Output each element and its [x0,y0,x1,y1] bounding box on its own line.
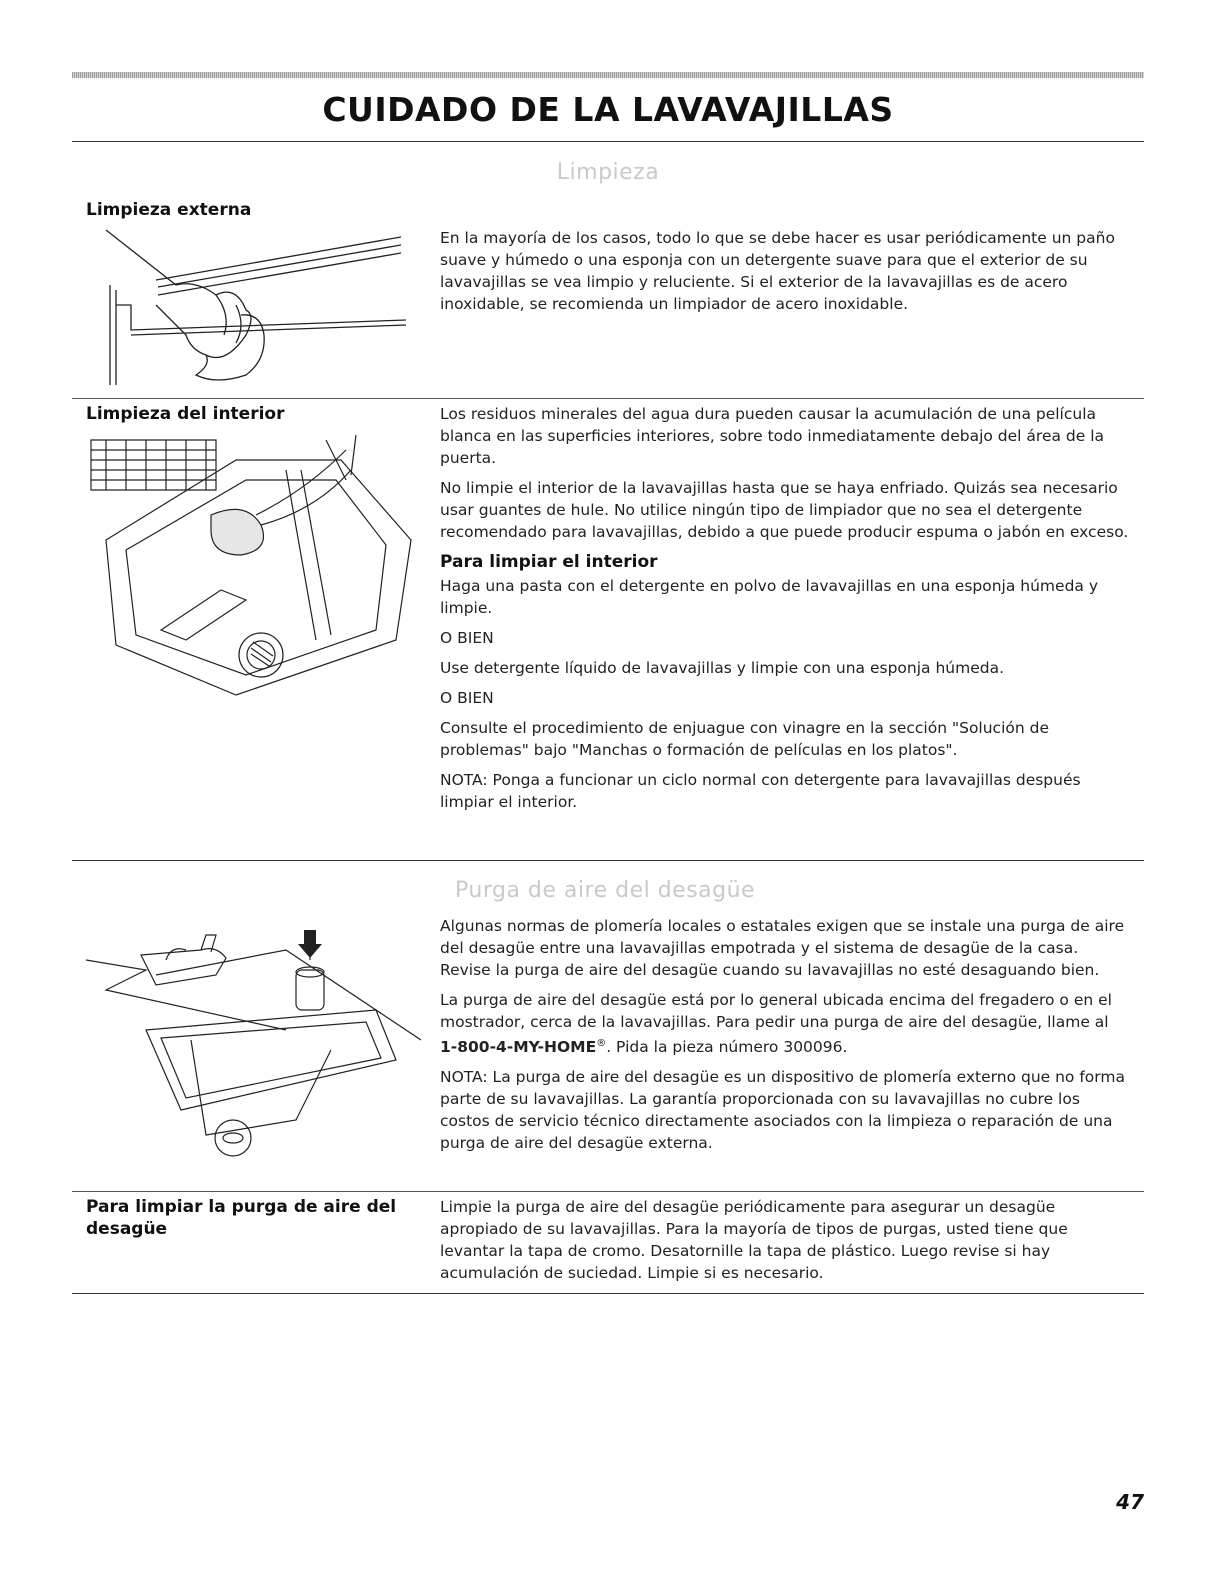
interior-or-1: O BIEN [440,629,494,647]
air-gap-note-text: La purga de aire del desagüe es un dispositivo de plomería externo que no forma parte de su lavavajillas. La garantía proporcionada con su lavavajillas no cubre los costos de servicio técnico directamente asociados con la limpieza o reparación de una purga de aire del desagüe externa. [440,1068,1125,1153]
external-cleaning-text: En la mayoría de los casos, todo lo que se debe hacer es usar periódicamente un paño suave y húmedo o una esponja con un detergente suave para que el exterior de su lavavajillas se vea limpio y reluciente. Si el exterior de la lavavajillas es de acero inoxidable, se recomienda un limpiador de acero inoxidable. [440,229,1115,313]
section-title-cleaning: Limpieza [556,160,660,185]
interior-cleaning-body [440,403,1130,821]
air-gap-para-2b: . Pida la pieza número 300096. [606,1038,848,1057]
interior-cleaning-illustration [86,430,416,705]
air-gap-illustration [86,930,421,1160]
air-gap-cleaning-heading: Para limpiar la purga de aire del desagüe [86,1197,397,1239]
air-gap-body [440,915,1130,1162]
title-rule [72,141,1144,142]
air-gap-para-2a: La purga de aire del desagüe está por lo general ubicada encima del fregadero o en el mostrador, cerca de la lavavajillas. Para pedir una purga de aire del desagüe, llame al [440,991,1112,1031]
section-title-air-gap: Purga de aire del desagüe [455,878,756,903]
interior-para-2: No limpie el interior de la lavavajillas hasta que se haya enfriado. Quizás sea necesario usar guantes de hule. No utilice ningún tipo de limpiador que no sea el detergente recomendado para lavavajillas, debido a que puede producir espuma o jabón en exceso. [440,479,1129,541]
interior-subheading: Para limpiar el interior [440,552,658,572]
interior-cleaning-heading: Limpieza del interior [86,404,285,424]
phone-number: 1-800-4-MY-HOME [440,1038,597,1057]
page-number: 47 [1116,1490,1144,1514]
interior-note-label: NOTA: [440,771,488,789]
page-title: CUIDADO DE LA LAVAVAJILLAS [322,90,894,129]
external-cleaning-heading: Limpieza externa [86,200,252,220]
air-gap-para-1: Algunas normas de plomería locales o estatales exigen que se instale una purga de aire del desagüe entre una lavavajillas empotrada y el sistema de desagüe de la casa. Revise la purga de aire del desagüe cuando su lavavajillas no esté desaguando bien. [440,917,1125,979]
section-divider-interior [72,398,1144,399]
external-cleaning-illustration [96,225,416,390]
top-decorative-bar [72,72,1144,78]
air-gap-note [440,1066,1130,1154]
bottom-rule [72,1293,1144,1294]
air-gap-para-2 [440,989,1130,1058]
interior-note [440,769,1130,813]
air-gap-note-label: NOTA: [440,1068,488,1087]
section-divider-air-gap-cleaning [72,1191,1144,1192]
air-gap-cleaning-text: Limpie la purga de aire del desagüe periódicamente para asegurar un desagüe apropiado de su lavavajillas. Para la mayoría de tipos de purgas, usted tiene que levantar la tapa de cromo. Desatornille la tapa de plástico. Luego revise si hay acumulación de suciedad. Limpie si es necesario. [440,1198,1068,1282]
registered-mark: ® [596,1038,607,1049]
interior-note-text: Ponga a funcionar un ciclo normal con detergente para lavavajillas después limpiar el interior. [440,771,1081,811]
interior-step-2: Use detergente líquido de lavavajillas y limpie con una esponja húmeda. [440,659,1005,677]
section-divider-air-gap [72,860,1144,861]
interior-or-2: O BIEN [440,689,494,707]
interior-para-1: Los residuos minerales del agua dura pueden causar la acumulación de una película blanca en las superficies interiores, sobre todo inmediatamente debajo del área de la puerta. [440,405,1105,467]
interior-step-3: Consulte el procedimiento de enjuague con vinagre en la sección "Solución de problemas" bajo "Manchas o formación de películas en los platos". [440,719,1049,759]
interior-step-1: Haga una pasta con el detergente en polvo de lavavajillas en una esponja húmeda y limpie. [440,577,1099,617]
